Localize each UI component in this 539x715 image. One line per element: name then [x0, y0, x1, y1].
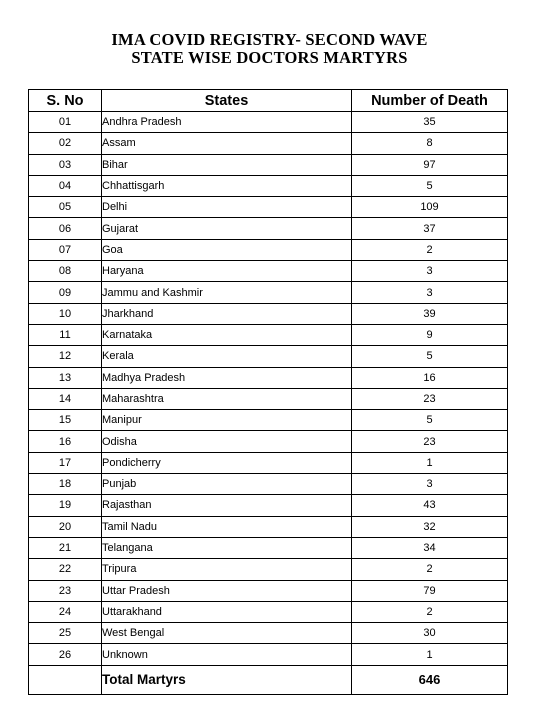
table-row: [29, 623, 508, 644]
table-row: [29, 559, 508, 580]
death-count-cell: 16: [352, 367, 508, 388]
state-cell: Manipur: [102, 410, 352, 431]
state-cell: Uttarakhand: [102, 601, 352, 622]
sno-cell: 25: [29, 623, 102, 644]
sno-cell: 04: [29, 175, 102, 196]
death-count-cell: 5: [352, 175, 508, 196]
header-sno: S. No: [29, 90, 102, 112]
death-count-cell: 32: [352, 516, 508, 537]
state-cell: Gujarat: [102, 218, 352, 239]
table-row: [29, 112, 508, 133]
death-count-cell: 35: [352, 112, 508, 133]
table-row: [29, 580, 508, 601]
death-count-cell: 43: [352, 495, 508, 516]
death-count-cell: 30: [352, 623, 508, 644]
state-cell: Kerala: [102, 346, 352, 367]
table-row: [29, 474, 508, 495]
table-row: [29, 197, 508, 218]
state-cell: Pondicherry: [102, 452, 352, 473]
sno-cell: 11: [29, 324, 102, 345]
header-number-of-death: Number of Death: [352, 90, 508, 112]
state-cell: Chhattisgarh: [102, 175, 352, 196]
table-row: [29, 601, 508, 622]
state-cell: Tripura: [102, 559, 352, 580]
death-count-cell: 34: [352, 537, 508, 558]
sno-cell: 22: [29, 559, 102, 580]
state-cell: West Bengal: [102, 623, 352, 644]
death-count-cell: 97: [352, 154, 508, 175]
state-cell: Maharashtra: [102, 388, 352, 409]
sno-cell: 24: [29, 601, 102, 622]
sno-cell: 20: [29, 516, 102, 537]
table-row: [29, 516, 508, 537]
table-row: [29, 537, 508, 558]
sno-cell: 26: [29, 644, 102, 665]
table-row: [29, 175, 508, 196]
sno-cell: 14: [29, 388, 102, 409]
table-row: [29, 346, 508, 367]
total-row: [29, 665, 508, 694]
sno-cell: 05: [29, 197, 102, 218]
sno-cell: 06: [29, 218, 102, 239]
death-count-cell: 3: [352, 282, 508, 303]
header-states: States: [102, 90, 352, 112]
state-cell: Punjab: [102, 474, 352, 495]
sno-cell: 09: [29, 282, 102, 303]
total-value: 646: [352, 665, 508, 694]
death-count-cell: 39: [352, 303, 508, 324]
document-title: IMA COVID REGISTRY- SECOND WAVE: [111, 30, 428, 49]
total-sno-cell: [29, 665, 102, 694]
table-row: [29, 388, 508, 409]
death-count-cell: 5: [352, 410, 508, 431]
table-row: [29, 324, 508, 345]
sno-cell: 03: [29, 154, 102, 175]
sno-cell: 01: [29, 112, 102, 133]
table-row: [29, 367, 508, 388]
death-count-cell: 9: [352, 324, 508, 345]
table-body: [29, 112, 508, 666]
state-cell: Jharkhand: [102, 303, 352, 324]
sno-cell: 18: [29, 474, 102, 495]
table-row: [29, 261, 508, 282]
document-subtitle: STATE WISE DOCTORS MARTYRS: [131, 48, 408, 67]
table-row: [29, 218, 508, 239]
state-cell: Haryana: [102, 261, 352, 282]
total-label: Total Martyrs: [102, 665, 352, 694]
state-cell: Goa: [102, 239, 352, 260]
martyrs-table: [28, 89, 508, 695]
sno-cell: 13: [29, 367, 102, 388]
sno-cell: 15: [29, 410, 102, 431]
sno-cell: 12: [29, 346, 102, 367]
sno-cell: 10: [29, 303, 102, 324]
state-cell: Rajasthan: [102, 495, 352, 516]
state-cell: Assam: [102, 133, 352, 154]
table-row: [29, 452, 508, 473]
state-cell: Unknown: [102, 644, 352, 665]
death-count-cell: 1: [352, 644, 508, 665]
sno-cell: 23: [29, 580, 102, 601]
table-row: [29, 410, 508, 431]
death-count-cell: 8: [352, 133, 508, 154]
state-cell: Odisha: [102, 431, 352, 452]
state-cell: Delhi: [102, 197, 352, 218]
death-count-cell: 23: [352, 388, 508, 409]
sno-cell: 07: [29, 239, 102, 260]
sno-cell: 17: [29, 452, 102, 473]
death-count-cell: 3: [352, 261, 508, 282]
death-count-cell: 109: [352, 197, 508, 218]
death-count-cell: 37: [352, 218, 508, 239]
sno-cell: 21: [29, 537, 102, 558]
death-count-cell: 3: [352, 474, 508, 495]
state-cell: Andhra Pradesh: [102, 112, 352, 133]
state-cell: Uttar Pradesh: [102, 580, 352, 601]
table-row: [29, 154, 508, 175]
state-cell: Madhya Pradesh: [102, 367, 352, 388]
state-cell: Bihar: [102, 154, 352, 175]
sno-cell: 02: [29, 133, 102, 154]
table-header-row: [29, 90, 508, 112]
table-row: [29, 133, 508, 154]
state-cell: Telangana: [102, 537, 352, 558]
death-count-cell: 5: [352, 346, 508, 367]
table-row: [29, 303, 508, 324]
death-count-cell: 23: [352, 431, 508, 452]
death-count-cell: 2: [352, 559, 508, 580]
table-row: [29, 644, 508, 665]
state-cell: Tamil Nadu: [102, 516, 352, 537]
death-count-cell: 2: [352, 601, 508, 622]
death-count-cell: 1: [352, 452, 508, 473]
table-row: [29, 282, 508, 303]
table-row: [29, 239, 508, 260]
table-row: [29, 495, 508, 516]
state-cell: Karnataka: [102, 324, 352, 345]
state-cell: Jammu and Kashmir: [102, 282, 352, 303]
sno-cell: 16: [29, 431, 102, 452]
death-count-cell: 79: [352, 580, 508, 601]
sno-cell: 08: [29, 261, 102, 282]
death-count-cell: 2: [352, 239, 508, 260]
sno-cell: 19: [29, 495, 102, 516]
table-row: [29, 431, 508, 452]
